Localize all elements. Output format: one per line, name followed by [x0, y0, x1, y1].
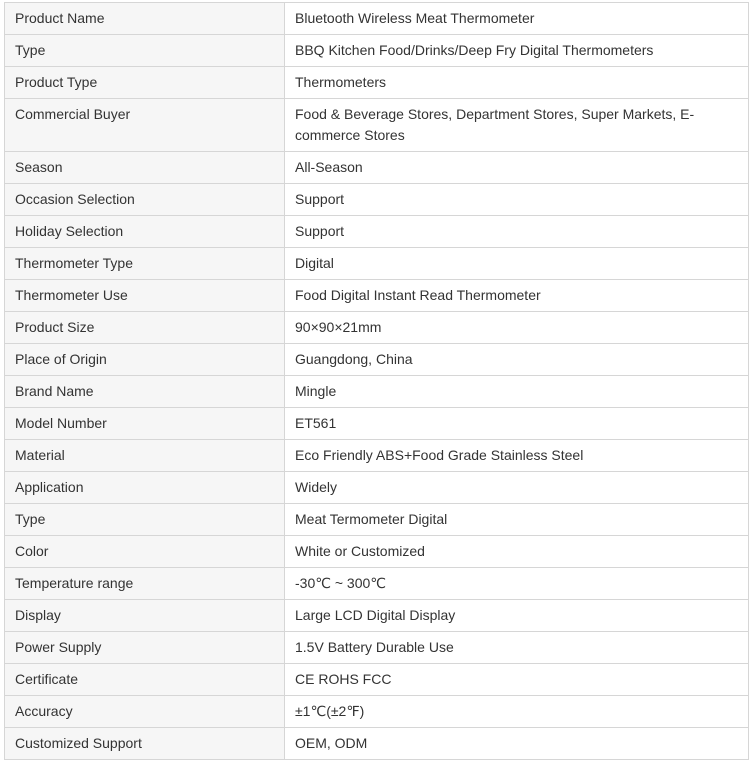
- spec-value: BBQ Kitchen Food/Drinks/Deep Fry Digital Thermometers: [285, 35, 749, 67]
- spec-label: Type: [5, 504, 285, 536]
- table-row: [5, 632, 749, 664]
- spec-label: Power Supply: [5, 632, 285, 664]
- spec-label: Accuracy: [5, 696, 285, 728]
- spec-value: OEM, ODM: [285, 728, 749, 760]
- spec-value: Bluetooth Wireless Meat Thermometer: [285, 3, 749, 35]
- spec-label: Temperature range: [5, 568, 285, 600]
- spec-label: Application: [5, 472, 285, 504]
- table-row: [5, 696, 749, 728]
- table-row: [5, 568, 749, 600]
- table-row: [5, 67, 749, 99]
- spec-label: Occasion Selection: [5, 184, 285, 216]
- table-row: [5, 35, 749, 67]
- spec-value: Thermometers: [285, 67, 749, 99]
- product-spec-table: [4, 2, 749, 760]
- spec-value: Support: [285, 184, 749, 216]
- spec-label: Model Number: [5, 408, 285, 440]
- table-row: [5, 248, 749, 280]
- spec-value: CE ROHS FCC: [285, 664, 749, 696]
- table-row: [5, 344, 749, 376]
- spec-label: Product Type: [5, 67, 285, 99]
- spec-value: Support: [285, 216, 749, 248]
- spec-value: All-Season: [285, 152, 749, 184]
- spec-label: Brand Name: [5, 376, 285, 408]
- spec-label: Color: [5, 536, 285, 568]
- spec-label: Thermometer Use: [5, 280, 285, 312]
- table-row: [5, 600, 749, 632]
- table-row: [5, 440, 749, 472]
- table-row: [5, 504, 749, 536]
- spec-value: Eco Friendly ABS+Food Grade Stainless Steel: [285, 440, 749, 472]
- spec-table-body: [5, 3, 749, 760]
- spec-label: Display: [5, 600, 285, 632]
- spec-value: Food & Beverage Stores, Department Stores, Super Markets, E-commerce Stores: [285, 99, 749, 152]
- spec-label: Material: [5, 440, 285, 472]
- spec-label: Product Size: [5, 312, 285, 344]
- table-row: [5, 536, 749, 568]
- table-row: [5, 152, 749, 184]
- spec-value: -30℃ ~ 300℃: [285, 568, 749, 600]
- spec-label: Season: [5, 152, 285, 184]
- spec-value: 1.5V Battery Durable Use: [285, 632, 749, 664]
- spec-value: Food Digital Instant Read Thermometer: [285, 280, 749, 312]
- spec-label: Product Name: [5, 3, 285, 35]
- table-row: [5, 408, 749, 440]
- spec-label: Thermometer Type: [5, 248, 285, 280]
- spec-label: Holiday Selection: [5, 216, 285, 248]
- table-row: [5, 664, 749, 696]
- spec-value: White or Customized: [285, 536, 749, 568]
- table-row: [5, 216, 749, 248]
- spec-value: Mingle: [285, 376, 749, 408]
- spec-label: Place of Origin: [5, 344, 285, 376]
- table-row: [5, 280, 749, 312]
- spec-value: ±1℃(±2℉): [285, 696, 749, 728]
- spec-label: Certificate: [5, 664, 285, 696]
- table-row: [5, 3, 749, 35]
- spec-value: Large LCD Digital Display: [285, 600, 749, 632]
- spec-value: ET561: [285, 408, 749, 440]
- spec-value: Meat Termometer Digital: [285, 504, 749, 536]
- table-row: [5, 376, 749, 408]
- spec-label: Type: [5, 35, 285, 67]
- spec-label: Commercial Buyer: [5, 99, 285, 152]
- table-row: [5, 99, 749, 152]
- spec-value: Widely: [285, 472, 749, 504]
- spec-value: Digital: [285, 248, 749, 280]
- table-row: [5, 184, 749, 216]
- table-row: [5, 728, 749, 760]
- spec-value: 90×90×21mm: [285, 312, 749, 344]
- spec-value: Guangdong, China: [285, 344, 749, 376]
- table-row: [5, 472, 749, 504]
- spec-label: Customized Support: [5, 728, 285, 760]
- table-row: [5, 312, 749, 344]
